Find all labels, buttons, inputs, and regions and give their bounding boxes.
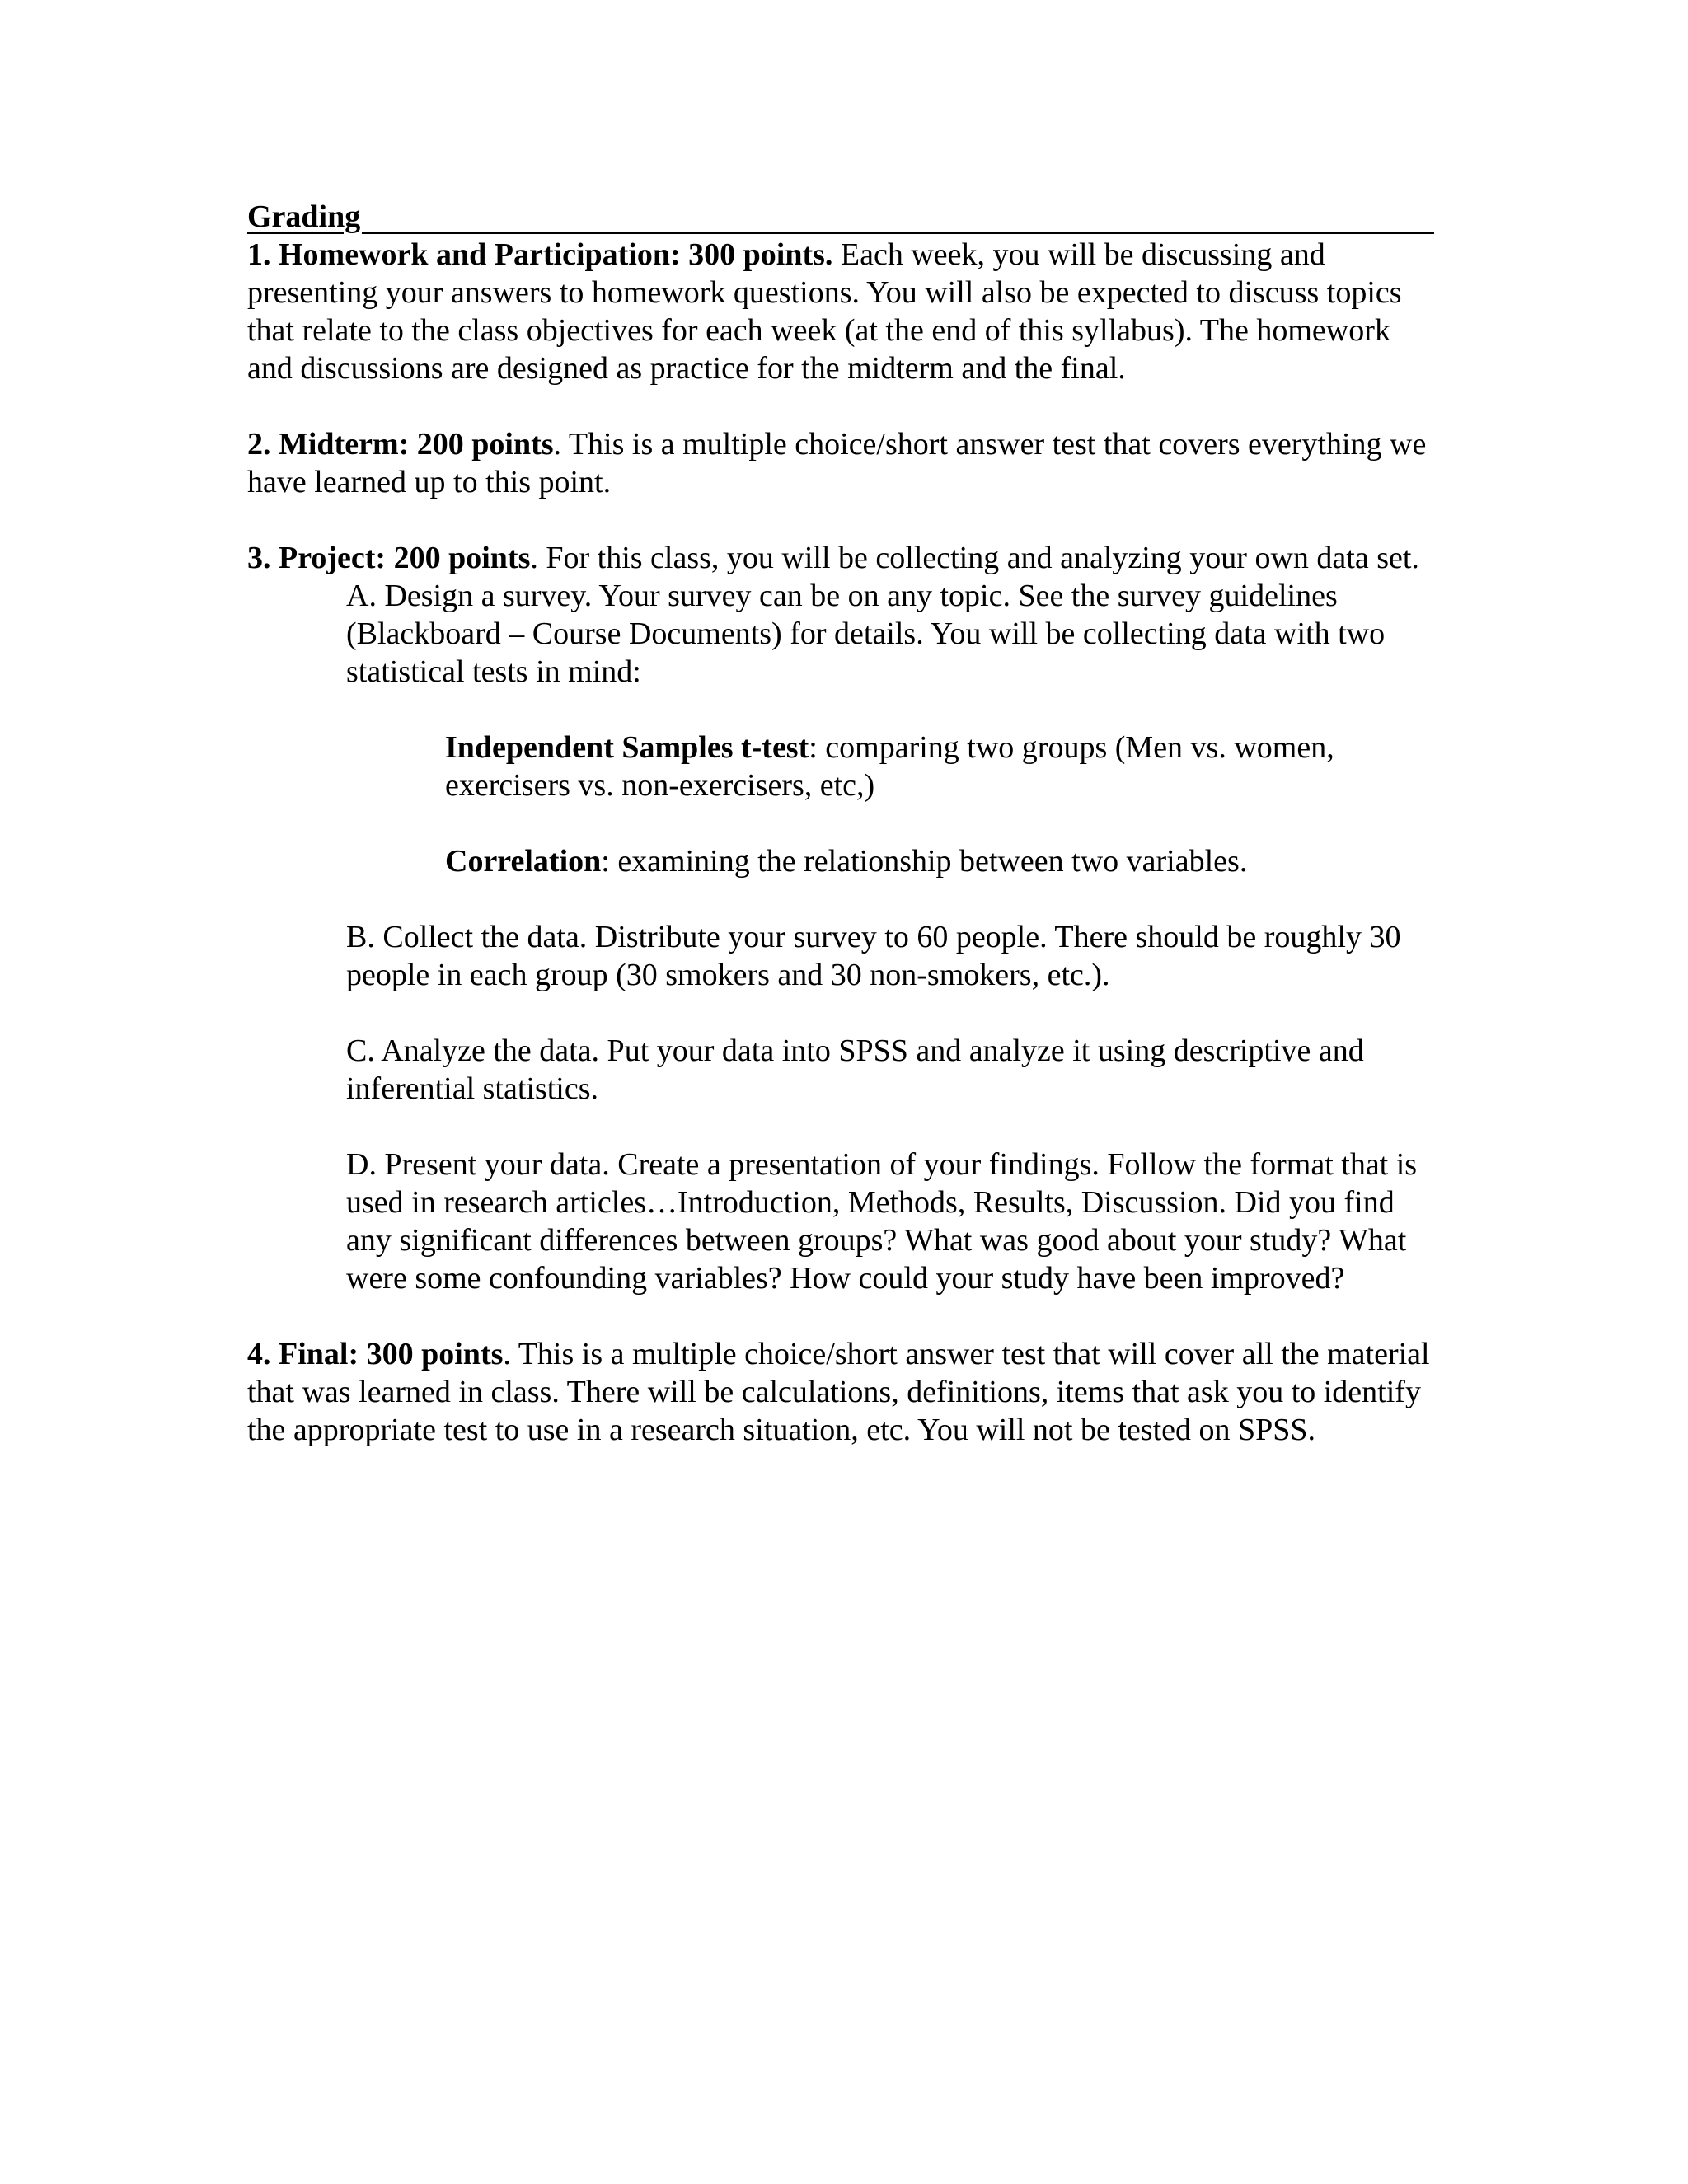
test-ttest [445,729,1434,804]
project-item [247,539,1434,577]
spacer [247,1108,1434,1146]
test-correlation [445,842,1434,880]
project-step-a: A. Design a survey. Your survey can be on any topic. See the survey guidelines (Blackboard – Course Documents) for details. You will be collecting data with two statistical tests in mind: [346,579,1386,689]
project-text: . For this class, you will be collecting and analyzing your own data set. [530,541,1419,575]
test-correlation-name: Correlation [445,844,602,879]
midterm-item [247,425,1434,501]
project-step-c: C. Analyze the data. Put your data into SPSS and analyze it using descriptive and inferential statistics. [346,1033,1364,1106]
spacer [247,387,1434,425]
grading-heading-row [247,198,1434,236]
grading-heading: Grading [247,199,361,234]
project-step-d: D. Present your data. Create a presentation of your findings. Follow the format that is used in research articles…Introduction, Methods, Results, Discussion. Did you find any significant differences between groups? What was good about your study? What were some confounding variables? How could your study have been improved? [346,1147,1418,1296]
homework-text: Each week, you will be discussing and presenting your answers to homework questions. You will also be expected to discuss topics that relate to the class objectives for each week (at the end of this syllabus). The homework and discussions are designed as practice for the midterm and the final. [247,237,1402,386]
final-label: 4. Final: 300 points [247,1337,504,1371]
document-page [247,198,1434,1449]
midterm-label: 2. Midterm: 200 points [247,427,554,462]
spacer [247,994,1434,1032]
spacer [247,880,1434,918]
final-item [247,1335,1434,1449]
project-label: 3. Project: 200 points [247,541,531,575]
test-ttest-text: : comparing two groups (Men vs. women, exercisers vs. non-exercisers, etc,) [445,730,1334,803]
final-text: . This is a multiple choice/short answer test that will cover all the material that was learned in class. There will be calculations, definitions, items that ask you to identify the appropriate test to use in a research situation, etc. You will not be tested on SPSS. [247,1337,1430,1447]
test-correlation-text: : examining the relationship between two variables. [601,844,1248,879]
project-step-b: B. Collect the data. Distribute your survey to 60 people. There should be roughly 30 people in each group (30 smokers and 30 non-smokers, etc.). [346,920,1401,992]
test-ttest-name: Independent Samples t-test [445,730,809,765]
homework-item [247,236,1434,387]
spacer [247,804,1434,842]
homework-label: 1. Homework and Participation: 300 points. [247,237,833,272]
heading-underline-rule [362,232,1434,234]
spacer [247,1297,1434,1335]
spacer [247,501,1434,539]
midterm-text: . This is a multiple choice/short answer test that covers everything we have learned up to this point. [247,427,1427,499]
spacer [247,691,1434,729]
